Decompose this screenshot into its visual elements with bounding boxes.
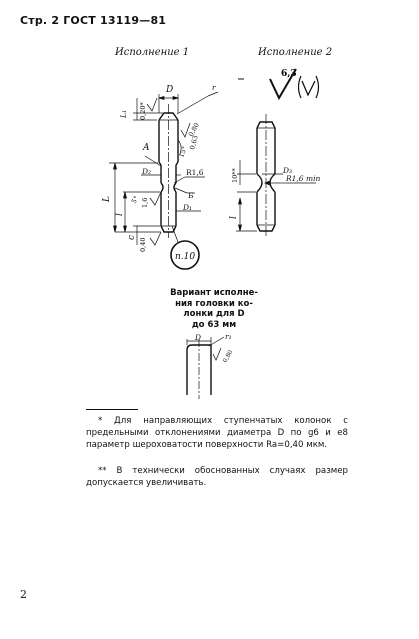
val-080: 0,80	[186, 121, 201, 138]
dim-D: D	[166, 85, 174, 95]
page-header: Стр. 2 ГОСТ 13119—81	[20, 14, 167, 27]
val-16: 1,6	[141, 197, 149, 208]
note-label: п.10	[175, 252, 196, 262]
roughness-value: 6,3	[281, 69, 297, 79]
dim-D2: D₂	[142, 167, 152, 176]
angle-15: 15°	[177, 145, 189, 159]
caption-line: лонки для D	[183, 309, 245, 319]
footnote-1: * Для направляющих ступенчатых колонок с предельными отклонениями диаметра D по g6 и e8 параметр шероховатости поверхности Ra=0,40 мкм.	[86, 416, 348, 451]
caption-line: ния головки ко-	[175, 298, 253, 309]
variant-1-title: Исполнение 1	[115, 47, 190, 58]
radius-r1: r₁	[225, 333, 232, 341]
radius-R16: R1,6	[186, 168, 204, 177]
section-B: Б	[188, 191, 194, 200]
dim-l: l	[115, 213, 125, 216]
page-number: 2	[20, 588, 27, 601]
variant-2-title: Исполнение 2	[258, 47, 333, 58]
column-drawing-variant-2	[220, 110, 330, 240]
dim-D3: D₃	[283, 166, 293, 175]
footnote-2: ** В технически обоснованных случаях размер допускается увеличивать.	[86, 466, 348, 489]
dim-D1: D₁	[183, 203, 193, 212]
radius-r: r	[212, 83, 216, 92]
dim-L1: L₁	[119, 110, 128, 118]
dim-L: L	[102, 196, 112, 202]
dim-10: 10**	[231, 168, 239, 183]
footnote-rule	[86, 409, 138, 410]
val-020: 0,20*	[139, 102, 147, 120]
section-A: A	[143, 143, 150, 153]
dim-D: D	[195, 333, 202, 342]
val-040: 0,40	[139, 237, 147, 252]
dim-c: c	[127, 234, 137, 240]
val-063: 0,63	[188, 134, 200, 151]
dim-l: l	[229, 216, 239, 219]
radius-R16-min: R1,6 min	[286, 174, 321, 183]
angle-5: 5°	[129, 194, 141, 205]
caption-line: Вариант исполне-	[170, 288, 258, 298]
val-080: 0,80	[221, 348, 235, 364]
column-drawing-variant-1	[95, 80, 235, 285]
head-variant-drawing	[175, 333, 245, 403]
variant-caption	[164, 288, 264, 330]
roughness-symbol	[232, 65, 332, 105]
caption-line: до 63 мм	[191, 319, 237, 330]
